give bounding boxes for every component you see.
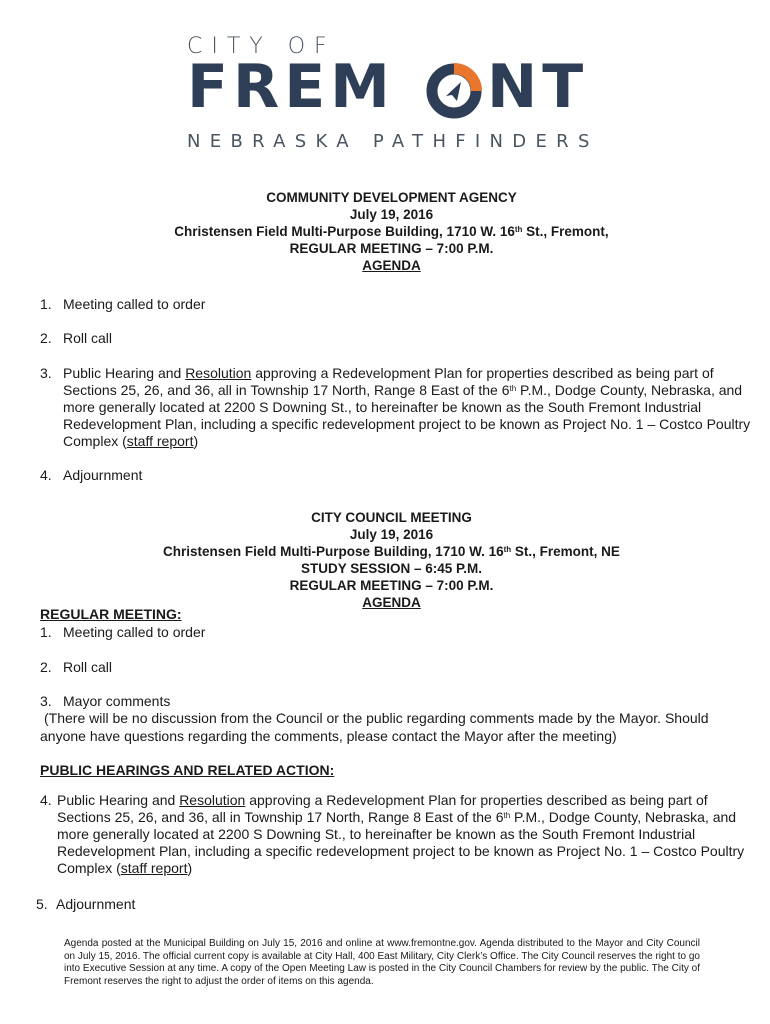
- resolution-link[interactable]: Resolution: [179, 792, 246, 808]
- cda-date: July 19, 2016: [349, 207, 434, 222]
- list-item: 2. Roll call: [40, 659, 113, 675]
- council-header: [0, 509, 770, 611]
- council-location: Christensen Field Multi-Purpose Building, 1710 W. 16th St., Fremont, NE: [163, 544, 620, 559]
- logo-tagline: NEBRASKA PATHFINDERS: [187, 131, 599, 152]
- regular-meeting-heading: REGULAR MEETING:: [40, 606, 182, 622]
- list-item: 1. Meeting called to order: [40, 624, 206, 640]
- list-item: 3. Public Hearing and Resolution approving a Redevelopment Plan for properties described as being part of Sections 25, 26, and 36, all in Township 17 North, Range 8 East of the 6th P.M., Dodge County, Nebraska, and more generally located at 2200 S Downing St., to hereinafter be known as the South Fremont Industrial Redevelopment Plan, including a specific redevelopment project to be known as Project No. 1 – Costco Poultry Complex (staff report): [40, 365, 751, 449]
- list-item: 1. Meeting called to order: [40, 296, 206, 312]
- council-meeting-time: REGULAR MEETING – 7:00 P.M.: [289, 578, 494, 593]
- council-title: CITY COUNCIL MEETING: [311, 510, 472, 525]
- list-item: 4. Public Hearing and Resolution approving a Redevelopment Plan for properties described as being part of Sections 25, 26, and 36, all in Township 17 North, Range 8 East of the 6th P.M., Dodge County, Nebraska, and more generally located at 2200 S Downing St., to hereinafter be known as the South Fremont Industrial Redevelopment Plan, including a specific redevelopment project to be known as Project No. 1 – Costco Poultry Complex (staff report): [40, 792, 745, 876]
- cda-header: [0, 189, 770, 274]
- cda-meeting-time: REGULAR MEETING – 7:00 P.M.: [289, 241, 494, 256]
- list-item: 4. Adjournment: [40, 467, 143, 483]
- logo-city-of: CITY OF: [187, 34, 336, 59]
- resolution-link[interactable]: Resolution: [185, 365, 252, 381]
- agenda-footer-note: Agenda posted at the Municipal Building on July 15, 2016 and online at www.fremontne.gov. Agenda distributed to the Mayor and City Council on July 15, 2016. The official current copy is available at City Hall, 400 East Military, City Clerk’s Office. The City Council reserves the right to go into Executive Session at any time. A copy of the Open Meeting Law is posted in the City Council Chambers for review by the public. The City of Fremont reserves the right to adjust the order of items on this agenda.: [64, 938, 700, 987]
- logo-name-right: NT: [487, 52, 589, 122]
- staff-report-link[interactable]: staff report: [126, 433, 194, 449]
- mayor-comments-note: (There will be no discussion from the Council or the public regarding comments made by the Mayor. Should anyone have questions regarding the comments, please contact the Mayor after the meeting): [40, 710, 709, 744]
- logo-compass-o-icon: [425, 63, 485, 119]
- cda-agenda-heading: AGENDA: [362, 258, 421, 273]
- cda-location: Christensen Field Multi-Purpose Building, 1710 W. 16th St., Fremont,: [174, 224, 609, 239]
- list-item: 5. Adjournment: [36, 896, 136, 912]
- cda-title: COMMUNITY DEVELOPMENT AGENCY: [266, 190, 517, 205]
- list-item: 2. Roll call: [40, 330, 113, 346]
- council-date: July 19, 2016: [349, 527, 434, 542]
- council-study-session: STUDY SESSION – 6:45 P.M.: [300, 561, 483, 576]
- logo-wordmark: [187, 52, 599, 122]
- public-hearings-heading: PUBLIC HEARINGS AND RELATED ACTION:: [40, 762, 335, 778]
- council-agenda-heading: AGENDA: [362, 595, 421, 610]
- staff-report-link[interactable]: staff report: [120, 860, 188, 876]
- logo-name-left: FREM: [187, 52, 395, 122]
- list-item: 3. Mayor comments: [40, 693, 171, 709]
